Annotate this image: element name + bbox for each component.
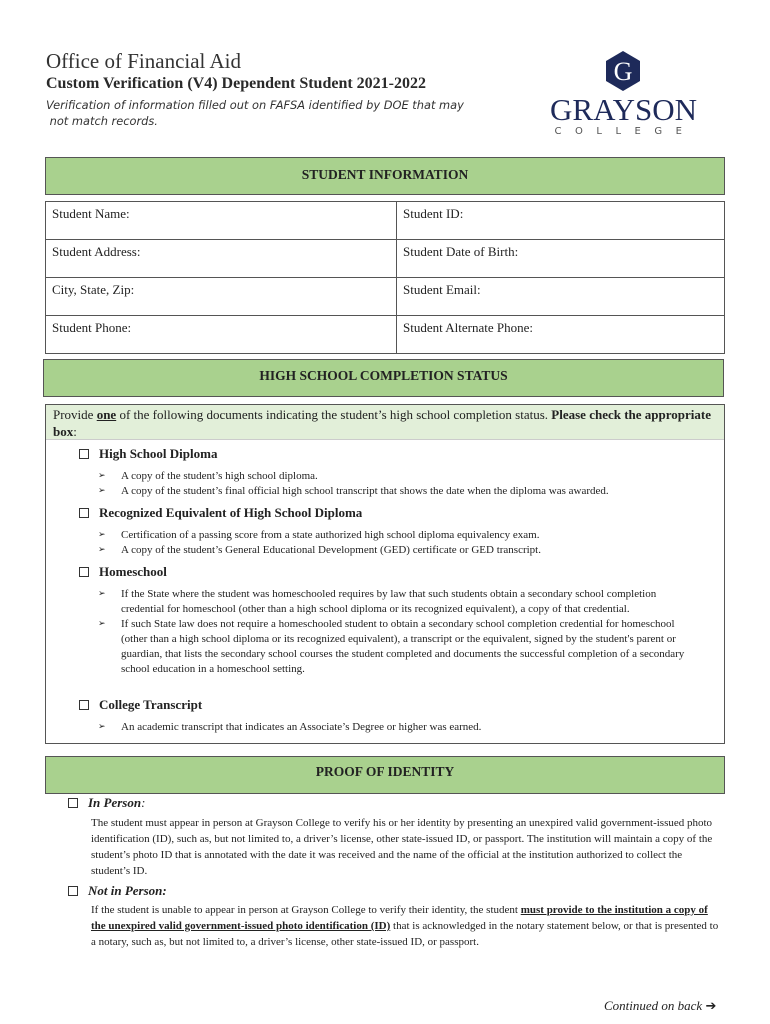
list-item: ➢ A copy of the student’s high school diploma. (98, 470, 318, 482)
info-row (46, 316, 724, 353)
high-school-intro (46, 405, 724, 440)
checkbox[interactable] (79, 700, 89, 710)
in-person-description: The student must appear in person at Grayson College to verify his or her identity by presenting an unexpired valid government-issued photo identification (ID), such as, but not limited to, a driver’s license, other state-issued ID, or passport. The institution will maintain a copy of the student’s photo ID that is annotated with the date it was received and the name of the official at the institution authorized to collect the student’s ID. (91, 817, 713, 877)
option-in-person[interactable] (68, 795, 145, 811)
info-row (46, 278, 724, 316)
option-homeschool[interactable] (79, 564, 167, 580)
checkbox[interactable] (68, 886, 78, 896)
high-school-options-box (45, 404, 725, 744)
logo-wordmark: GRAYSON (550, 92, 698, 127)
student-id-field[interactable]: Student ID: (403, 206, 464, 221)
option-high-school-diploma[interactable] (79, 446, 217, 462)
student-information-banner: STUDENT INFORMATION (45, 157, 725, 195)
arrow-bullet-icon: ➢ (98, 471, 106, 481)
option-bullets (98, 587, 688, 677)
student-alternate-phone-field[interactable]: Student Alternate Phone: (403, 320, 533, 335)
arrow-bullet-icon: ➢ (98, 530, 106, 540)
logo-hexagon-icon (605, 50, 641, 92)
checkbox[interactable] (68, 798, 78, 808)
option-label: Homeschool (99, 564, 167, 579)
checkbox[interactable] (79, 567, 89, 577)
student-dob-field[interactable]: Student Date of Birth: (403, 244, 519, 259)
not-in-person-description (91, 902, 723, 950)
arrow-bullet-icon: ➢ (98, 589, 106, 599)
list-item: ➢ If such State law does not require a homeschooled student to obtain a secondary school completion credential for homeschool (other than a high school diploma or its recognized equivalent), a transcript or the equivalent, signed by the student's parent or guardian, that lists the secondary school courses the student completed and documents the successful completion of a secondary school education in a homeschool setting. (98, 618, 685, 675)
option-bullets (98, 720, 688, 735)
subtitle-line-1: Verification of information filled out on FAFSA identified by DOE that may (46, 98, 464, 112)
option-label: College Transcript (99, 697, 203, 712)
description-text: If the student is unable to appear in person at Grayson College to verify their identity, the student (91, 904, 521, 916)
city-state-zip-field[interactable]: City, State, Zip: (46, 278, 397, 315)
checkbox[interactable] (79, 508, 89, 518)
option-label: Not in Person: (88, 883, 167, 898)
proof-of-identity-banner: PROOF OF IDENTITY (45, 756, 725, 794)
grayson-college-logo (550, 50, 700, 142)
logo-letter: G (613, 57, 633, 86)
option-label: Recognized Equivalent of High School Diploma (99, 505, 363, 520)
student-info-grid (45, 201, 725, 354)
option-not-in-person[interactable] (68, 883, 167, 899)
arrow-bullet-icon: ➢ (98, 619, 106, 629)
list-item: ➢ A copy of the student’s final official high school transcript that shows the date when the diploma was awarded. (98, 485, 609, 497)
option-college-transcript[interactable] (79, 697, 202, 713)
option-label: In Person (88, 795, 142, 810)
continued-on-back (604, 998, 716, 1014)
arrow-bullet-icon: ➢ (98, 486, 106, 496)
description-text: that is acknowledged in the notary statement below, or that is presented to a notary, such as, but not limited to, a driver’s license, other state-issued ID, or passport. (91, 920, 719, 948)
list-item: ➢ An academic transcript that indicates an Associate’s Degree or higher was earned. (98, 721, 482, 733)
info-row (46, 202, 724, 240)
student-phone-field[interactable]: Student Phone: (46, 316, 397, 353)
student-email-field[interactable]: Student Email: (403, 282, 481, 297)
continued-label: Continued on back (604, 998, 703, 1013)
student-name-field[interactable]: Student Name: (46, 202, 397, 239)
option-bullets (98, 469, 688, 499)
list-item: ➢ Certification of a passing score from a state authorized high school diploma equivalency exam. (98, 529, 540, 541)
option-label-colon: : (141, 795, 146, 810)
checkbox[interactable] (79, 449, 89, 459)
office-title: Office of Financial Aid (46, 49, 241, 73)
arrow-bullet-icon: ➢ (98, 722, 106, 732)
intro-text: : (73, 424, 77, 439)
list-item: ➢ A copy of the student’s General Educational Development (GED) certificate or GED transcript. (98, 544, 541, 556)
form-subtitle (46, 97, 476, 129)
intro-instruction: Please check the appropriate box (53, 407, 712, 439)
intro-text: Provide (53, 407, 97, 422)
high-school-completion-banner: HIGH SCHOOL COMPLETION STATUS (43, 359, 724, 397)
arrow-bullet-icon: ➢ (98, 545, 106, 555)
option-bullets (98, 528, 688, 558)
list-item: ➢ If the State where the student was homeschooled requires by law that such students obtain a secondary school completion credential for homeschool (other than a high school diploma or its recognized equivalent), a copy of that credential. (98, 588, 657, 615)
subtitle-line-2: not match records. (46, 114, 158, 128)
intro-text: of the following documents indicating the student’s high school completion status. (116, 407, 552, 422)
arrow-right-icon: ➔ (705, 999, 717, 1014)
logo-subtext: COLLEGE (554, 126, 696, 137)
option-recognized-equivalent[interactable] (79, 505, 362, 521)
info-row (46, 240, 724, 278)
intro-one: one (96, 407, 117, 422)
student-address-field[interactable]: Student Address: (46, 240, 397, 277)
option-label: High School Diploma (99, 446, 218, 461)
form-title: Custom Verification (V4) Dependent Student 2021-2022 (46, 75, 426, 92)
description-emphasis: must provide to the institution a copy of the unexpired valid government-issued photo identification (ID) (91, 904, 708, 932)
